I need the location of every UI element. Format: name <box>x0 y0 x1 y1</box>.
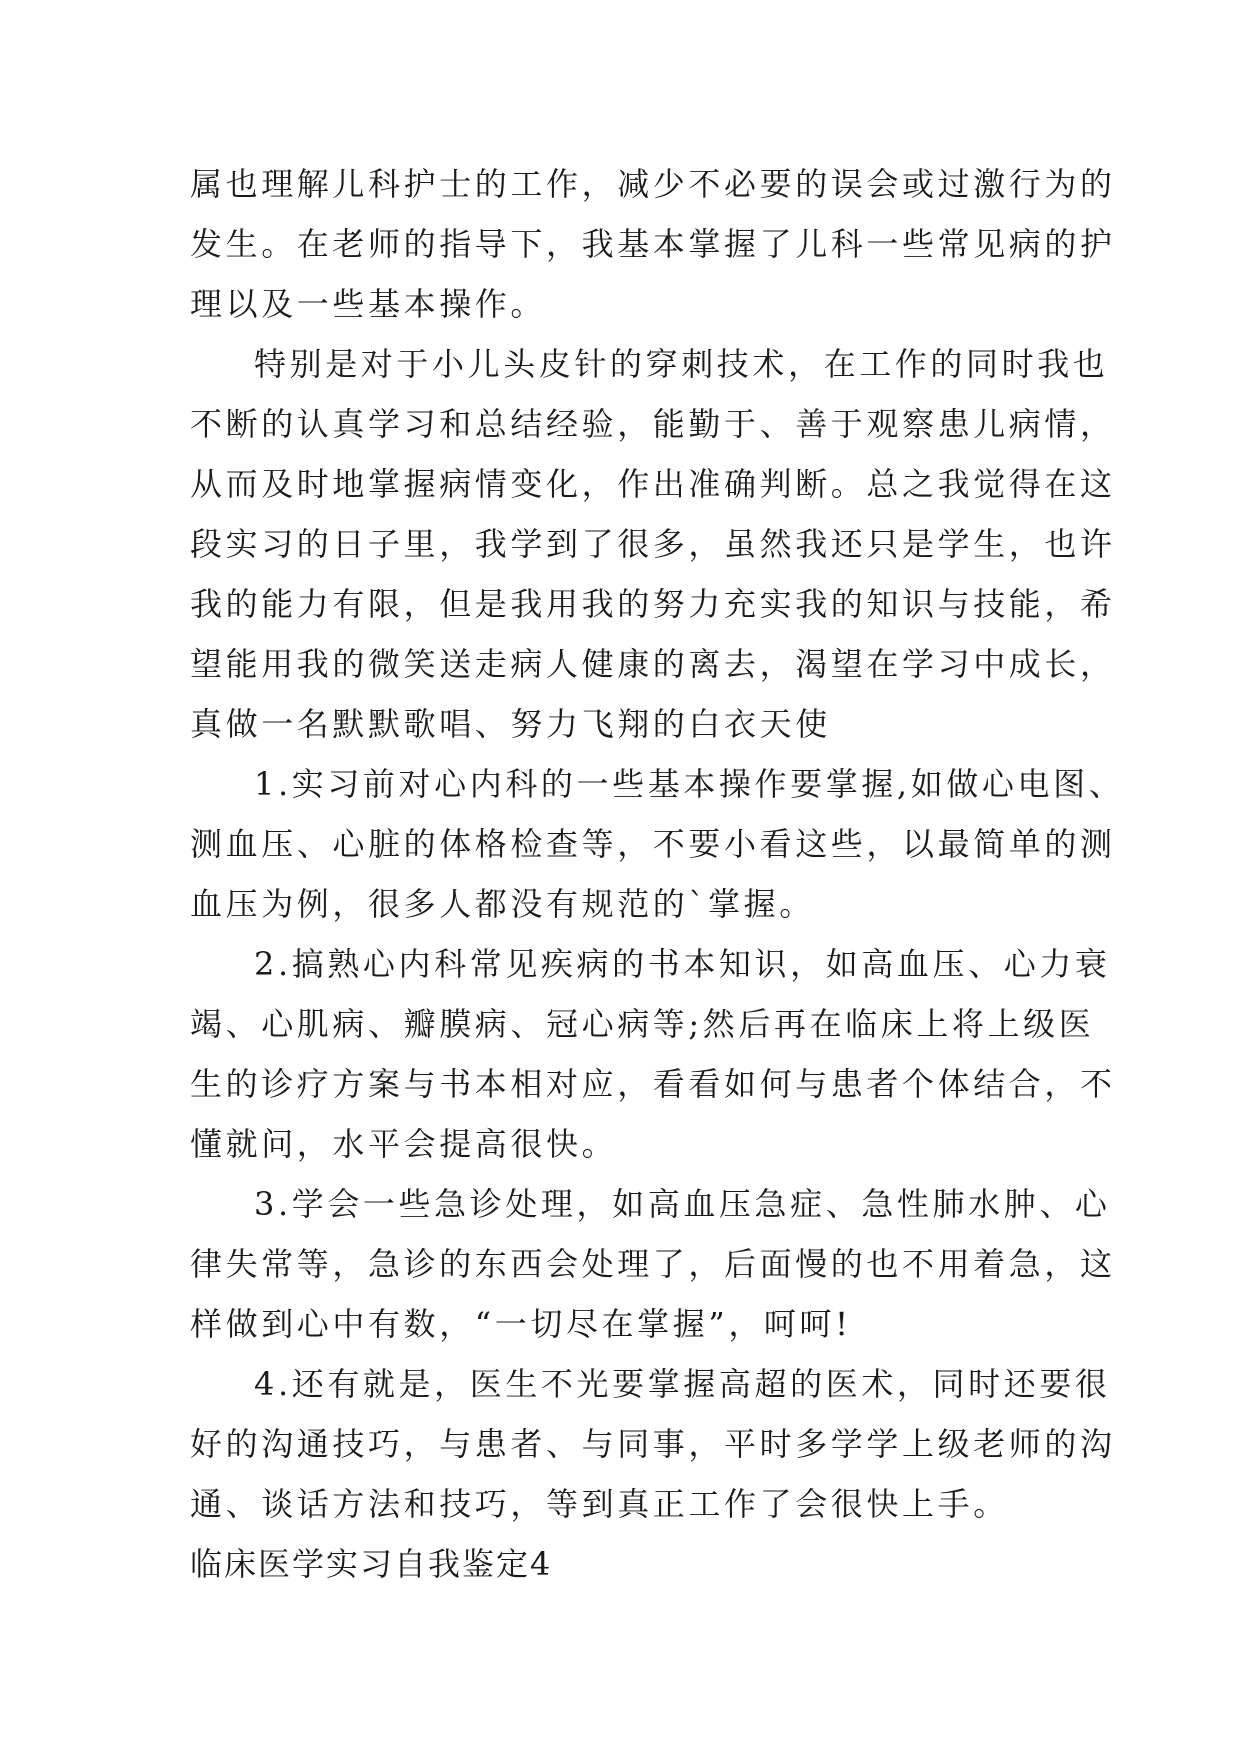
list-item-line: 测血压、心脏的体格检查等，不要小看这些，以最简单的测 <box>190 825 1116 863</box>
paragraph-line: 段实习的日子里，我学到了很多，虽然我还只是学生，也许 <box>190 525 1116 563</box>
list-item-line: 4.还有就是，医生不光要掌握高超的医术，同时还要很 <box>254 1365 1111 1403</box>
paragraph-line: 从而及时地掌握病情变化，作出准确判断。总之我觉得在这 <box>190 465 1116 503</box>
paragraph-line: 望能用我的微笑送走病人健康的离去，渴望在学习中成长， <box>190 645 1116 683</box>
paragraph-line: 真做一名默默歌唱、努力飞翔的白衣天使 <box>190 705 831 743</box>
list-item-line: 律失常等，急诊的东西会处理了，后面慢的也不用着急，这 <box>190 1245 1116 1283</box>
paragraph-line: 不断的认真学习和总结经验，能勤于、善于观察患儿病情， <box>190 405 1116 443</box>
paragraph-line: 特别是对于小儿头皮针的穿刺技术，在工作的同时我也 <box>254 345 1109 383</box>
list-item-line: 样做到心中有数，“一切尽在掌握”，呵呵! <box>190 1305 852 1343</box>
list-item-line: 1.实习前对心内科的一些基本操作要掌握,如做心电图、 <box>254 765 1125 803</box>
list-item-line: 通、谈话方法和技巧，等到真正工作了会很快上手。 <box>190 1485 1009 1523</box>
list-item-line: 血压为例，很多人都没有规范的`掌握。 <box>190 885 815 923</box>
section-heading: 临床医学实习自我鉴定4 <box>190 1545 553 1583</box>
paragraph-line: 我的能力有限，但是我用我的努力充实我的知识与技能，希 <box>190 585 1116 623</box>
list-item-line: 3.学会一些急诊处理，如高血压急症、急性肺水肿、心 <box>254 1185 1111 1223</box>
list-item-line: 好的沟通技巧，与患者、与同事，平时多学学上级老师的沟 <box>190 1425 1116 1463</box>
list-item-line: 2.搞熟心内科常见疾病的书本知识，如高血压、心力衰 <box>254 945 1111 983</box>
list-item-line: 竭、心肌病、瓣膜病、冠心病等;然后再在临床上将上级医 <box>190 1005 1095 1043</box>
list-item-line: 生的诊疗方案与书本相对应，看看如何与患者个体结合，不 <box>190 1065 1116 1103</box>
list-item-line: 懂就问，水平会提高很快。 <box>190 1125 618 1163</box>
paragraph-line: 理以及一些基本操作。 <box>190 285 547 323</box>
paragraph-line: 属也理解儿科护士的工作，减少不必要的误会或过激行为的 <box>190 165 1116 203</box>
paragraph-line: 发生。在老师的指导下，我基本掌握了儿科一些常见病的护 <box>190 225 1116 263</box>
